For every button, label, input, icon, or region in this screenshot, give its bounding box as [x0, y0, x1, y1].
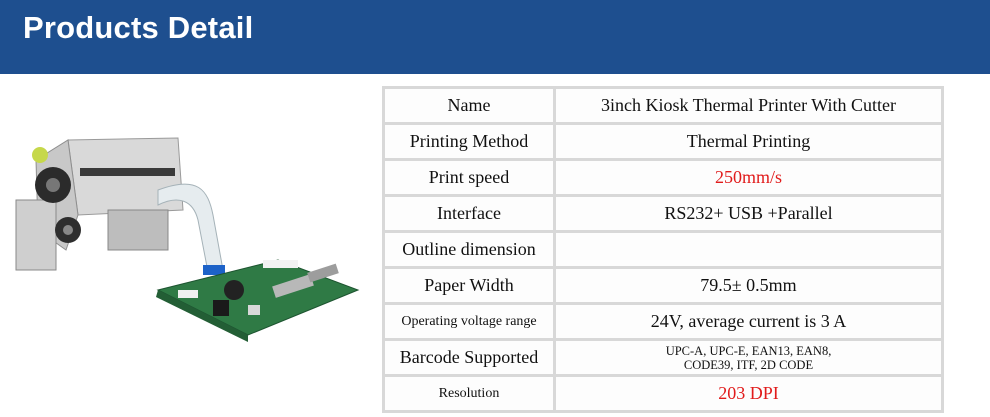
- spec-table: [382, 86, 944, 413]
- spec-key: Barcode Supported: [384, 340, 555, 376]
- spec-value: [555, 340, 943, 376]
- spec-value: 250mm/s: [555, 160, 943, 196]
- barcode-line-1: UPC-A, UPC-E, EAN13, EAN8,: [665, 343, 832, 358]
- spec-key: Resolution: [384, 376, 555, 412]
- table-row: [384, 376, 943, 412]
- table-row: [384, 196, 943, 232]
- table-row: [384, 340, 943, 376]
- spec-value: 203 DPI: [555, 376, 943, 412]
- spec-value: [555, 232, 943, 268]
- spec-value: Thermal Printing: [555, 124, 943, 160]
- barcode-line-2: CODE39, ITF, 2D CODE: [683, 357, 814, 372]
- spec-key: Print speed: [384, 160, 555, 196]
- table-row: [384, 88, 943, 124]
- printer-product-image: [8, 120, 368, 355]
- spec-value: 24V, average current is 3 A: [555, 304, 943, 340]
- control-board: [156, 260, 358, 342]
- header-banner: [0, 0, 990, 74]
- spec-key: Interface: [384, 196, 555, 232]
- banner-title: Products Detail: [23, 10, 254, 45]
- spec-key: Paper Width: [384, 268, 555, 304]
- spec-key: Outline dimension: [384, 232, 555, 268]
- spec-value: 79.5± 0.5mm: [555, 268, 943, 304]
- table-row: [384, 268, 943, 304]
- spec-key: Printing Method: [384, 124, 555, 160]
- spec-key: Name: [384, 88, 555, 124]
- spec-value: RS232+ USB +Parallel: [555, 196, 943, 232]
- spec-value: 3inch Kiosk Thermal Printer With Cutter: [555, 88, 943, 124]
- table-row: [384, 304, 943, 340]
- table-row: [384, 160, 943, 196]
- table-row: [384, 232, 943, 268]
- table-row: [384, 124, 943, 160]
- spec-key: Operating voltage range: [384, 304, 555, 340]
